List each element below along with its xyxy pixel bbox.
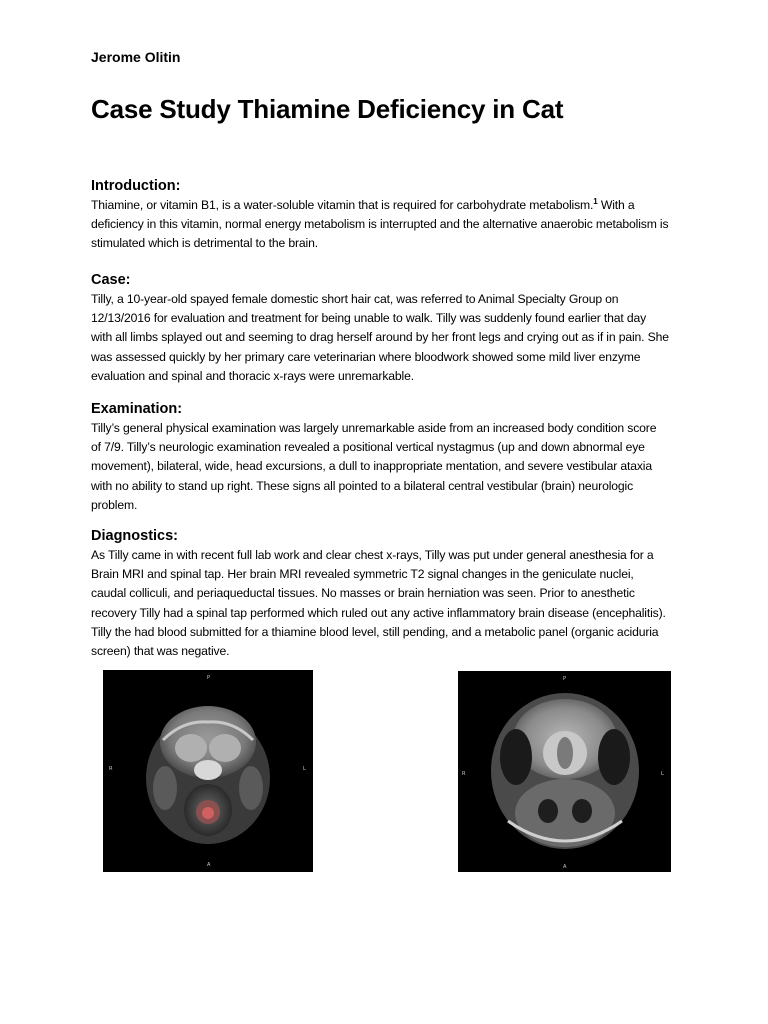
section-heading: Introduction: [91,178,181,194]
section-diagnostics [91,526,669,661]
orientation-label-top: P [207,675,211,681]
section-introduction [91,176,669,254]
section-body: As Tilly came in with recent full lab work and clear chest x-rays, Tilly was put under general anesthesia for a Brain MRI and spinal tap. Her brain MRI revealed symmetric T2 signal changes in the geniculate nuclei, caudal colliculi, and periaqueductal tissues. No masses or brain herniation was seen. Prior to anesthetic recovery Tilly had a spinal tap performed which ruled out any active inflammatory brain disease (encephalitis). Tilly the had blood submitted for a thiamine blood level, still pending, and a metabolic panel (organic aciduria screen) that was negative. [91,548,666,659]
section-body: Tilly’s general physical examination was largely unremarkable aside from an increased body condition score of 7/9. Tilly’s neurologic examination revealed a positional vertical nystagmus (up and down abnormal eye movement), bilateral, wide, head excursions, a dull to inappropriate mentation, and severe vestibular ataxia with no ability to stand up right. These signs all pointed to a bilateral central vestibular (brain) neurologic problem. [91,421,657,512]
section-heading: Case: [91,272,131,288]
section-body: Tilly, a 10-year-old spayed female domestic short hair cat, was referred to Animal Specialty Group on 12/13/2016 for evaluation and treatment for being unable to walk. Tilly was suddenly found earlier that day with all limbs splayed out and seeming to drag herself around by her front legs and crying out as if in pain. She was assessed quickly by her primary care veterinarian where bloodwork showed some mild liver enzyme evaluation and spinal and thoracic x-rays were unremarkable. [91,292,669,383]
orientation-label-left: R [109,766,113,772]
author-name: Jerome Olitin [91,49,181,65]
orientation-label-right: L [303,766,306,772]
section-case [91,270,669,386]
section-heading: Examination: [91,401,183,417]
orientation-label-top: P [563,676,567,682]
section-heading: Diagnostics: [91,528,179,544]
mri-image-axial-2 [458,671,671,872]
orientation-label-right: L [661,771,664,777]
orientation-label-left: R [462,771,466,777]
footnote-marker: 1 [593,196,598,206]
section-body: Thiamine, or vitamin B1, is a water-soluble vitamin that is required for carbohydrate metabolism.$^1$ With a deficiency in this vitamin, normal energy metabolism is interrupted and the alternative anaerobic metabolism is stimulated which is detrimental to the brain. [91,196,669,251]
mri-image-axial-1 [103,670,313,872]
orientation-label-bottom: A [563,864,567,870]
section-examination [91,399,669,515]
orientation-label-bottom: A [207,862,211,868]
document-title: Case Study Thiamine Deficiency in Cat [91,94,564,124]
